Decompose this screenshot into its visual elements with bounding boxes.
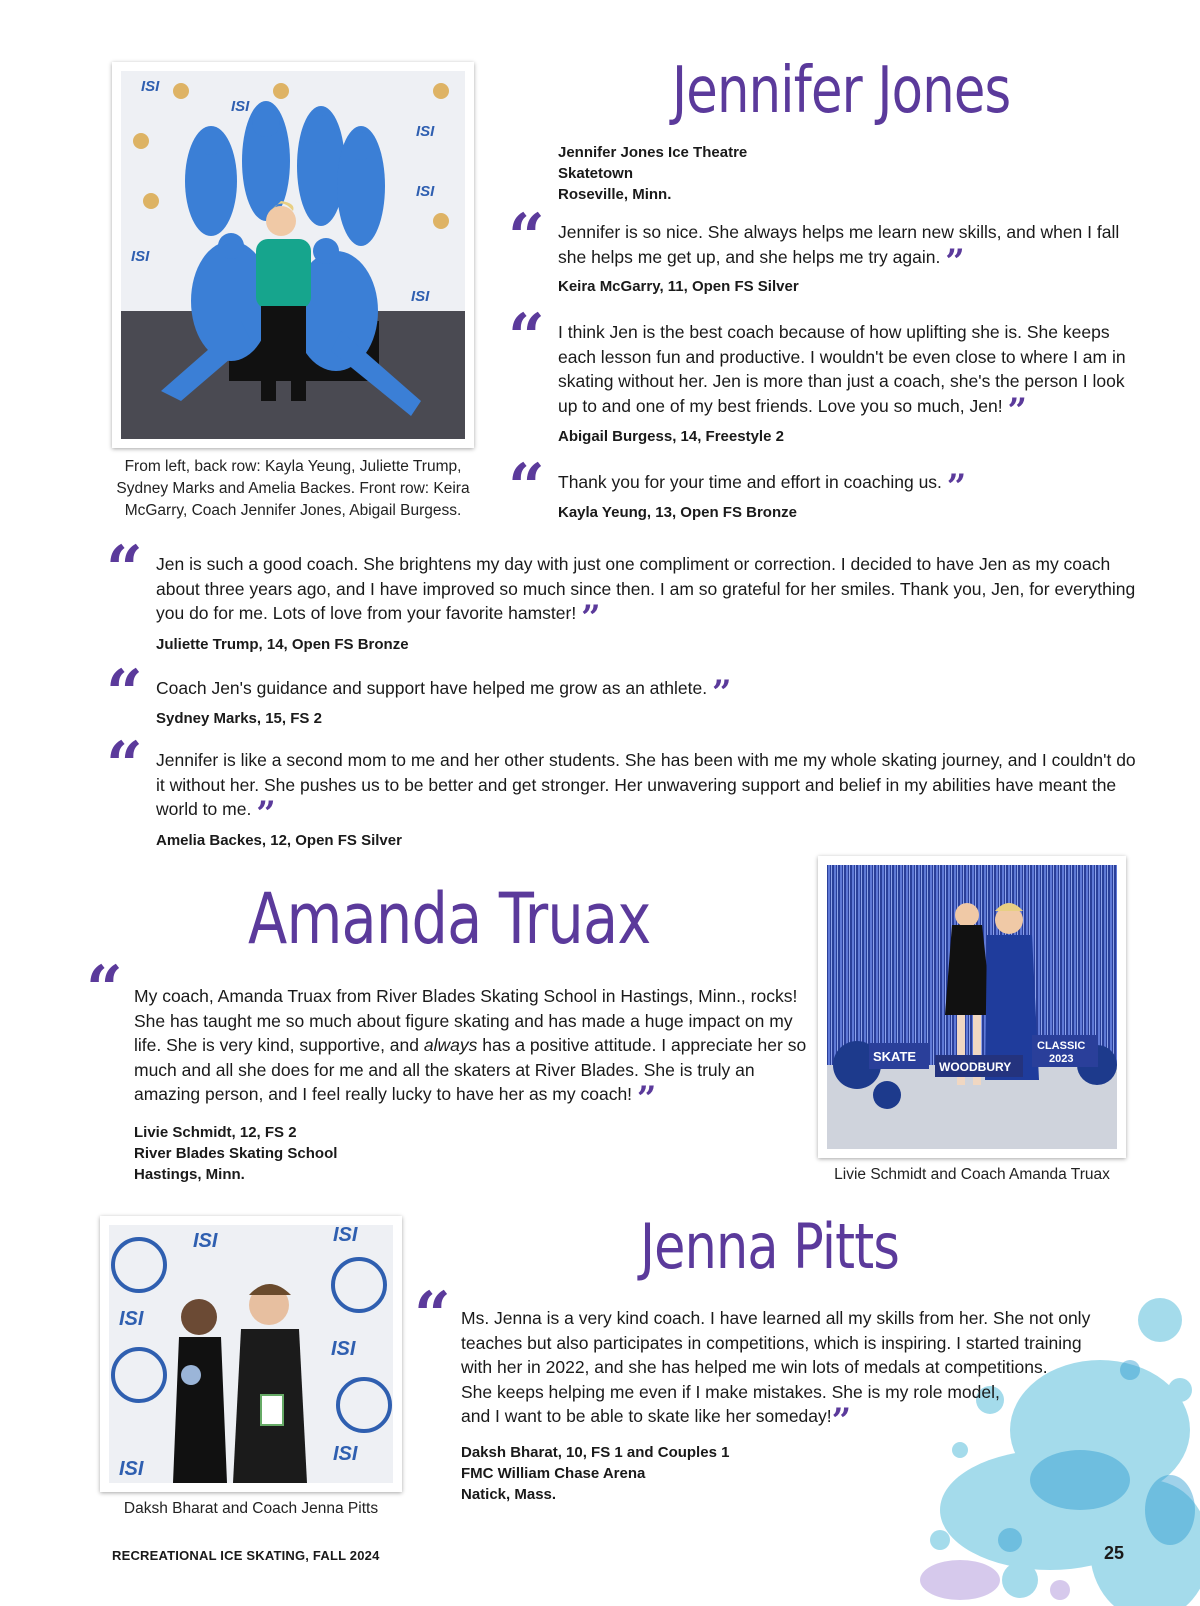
coach-name-jenna-pitts: Jenna Pitts xyxy=(640,1210,900,1283)
isi-logo-text: ISI xyxy=(333,1443,358,1465)
testimonial-text xyxy=(156,673,1136,713)
year-sign-text: 2023 xyxy=(1049,1053,1074,1065)
isi-logo-text: ISI xyxy=(119,1458,144,1480)
amanda-truax-photo xyxy=(818,856,1126,1158)
coach-photo-illustration xyxy=(827,865,1117,1149)
jenna-pitts-photo-caption: Daksh Bharat and Coach Jenna Pitts xyxy=(123,1500,379,1517)
open-quote-icon: “ xyxy=(508,300,541,375)
affiliation-line: Jennifer Jones Ice Theatre xyxy=(558,144,748,161)
jenna-pitts-photo xyxy=(100,1216,402,1492)
isi-logo-text: ISI xyxy=(193,1230,218,1252)
testimonial-author: Amelia Backes, 12, Open FS Silver xyxy=(156,832,402,849)
woodbury-sign-text: WOODBURY xyxy=(939,1060,1012,1074)
testimonial-text xyxy=(134,984,810,1119)
testimonial-text xyxy=(558,467,1128,507)
amanda-truax-photo-caption: Livie Schmidt and Coach Amanda Truax xyxy=(834,1166,1110,1183)
open-quote-icon: “ xyxy=(106,656,139,731)
close-quote-icon: ” xyxy=(636,1079,655,1119)
testimonial-text xyxy=(558,220,1128,282)
isi-logo-text: ISI xyxy=(141,78,160,95)
close-quote-icon: ” xyxy=(256,794,274,834)
quote-text: Jen is such a good coach. She brightens my day with just one compliment or correction. I decided to have Jen as my coach about three years ago, and I have improved so much since then. I am so grateful for her smiles. Thank you, Jen, for everything you do for me. Lots of love from your favorite hamster! xyxy=(156,554,1136,623)
quote-text: Thank you for your time and effort in coaching us. xyxy=(558,472,942,492)
quote-text: Jennifer is so nice. She always helps me learn new skills, and when I fall she helps me get up, and she helps me try again. xyxy=(558,222,1120,267)
open-quote-icon: “ xyxy=(508,450,541,525)
quote-emphasis: always xyxy=(423,1035,478,1055)
author-line: Daksh Bharat, 10, FS 1 and Couples 1 xyxy=(461,1444,730,1461)
testimonial-author: Abigail Burgess, 14, Freestyle 2 xyxy=(558,428,784,445)
testimonial-text xyxy=(461,1306,1161,1441)
close-quote-icon: ” xyxy=(1007,390,1026,431)
isi-logo-text: ISI xyxy=(411,288,430,305)
open-quote-icon: “ xyxy=(508,200,541,275)
isi-logo-text: ISI xyxy=(131,248,150,265)
quote-text-part: has a positive attitude. I appreciate her so much and all she does for me and all the skaters at River Blades. She is truly an amazing person, and I feel really lucky to have her as my coach! xyxy=(134,1035,807,1104)
testimonial-author: Keira McGarry, 11, Open FS Silver xyxy=(558,278,799,295)
quote-text: I think Jen is the best coach because of how uplifting she is. She keeps each lesson fun and productive. I wouldn't be even close to where I am in skating without her. Jen is more than just a coach, she's the person I look up to and one of my best friends. Love you so much, Jen! xyxy=(558,322,1126,416)
close-quote-icon: ” xyxy=(711,673,730,713)
author-line: Natick, Mass. xyxy=(461,1486,557,1503)
testimonial-author: Sydney Marks, 15, FS 2 xyxy=(156,710,322,727)
quote-text: Coach Jen's guidance and support have helped me grow as an athlete. xyxy=(156,678,708,698)
author-line: Livie Schmidt, 12, FS 2 xyxy=(134,1124,297,1141)
isi-logo-text: ISI xyxy=(333,1225,358,1246)
isi-logo-text: ISI xyxy=(416,123,435,140)
affiliation-line: Roseville, Minn. xyxy=(558,186,672,203)
skate-sign-text: SKATE xyxy=(873,1049,917,1064)
quote-line: teaches but also participates in competitions, which is inspiring. I started training xyxy=(461,1332,1082,1353)
quote-text-part: My coach, Amanda Truax from River Blades Skating School in Hastings, Minn., rocks! She has taught me so much about figure skating and has made a huge impact on my life. She is very kind, supportive, and xyxy=(134,986,798,1055)
testimonial-text xyxy=(558,320,1134,431)
jennifer-jones-photo-caption: From left, back row: Kayla Yeung, Juliette Trump, Sydney Marks and Amelia Backes. Front row: Keira McGarry, Coach Jennifer Jones, Abigail Burgess. xyxy=(116,458,470,519)
open-quote-icon: “ xyxy=(106,532,139,607)
close-quote-icon: ” xyxy=(946,467,965,507)
coach-affiliation xyxy=(558,142,747,205)
affiliation-line: Skatetown xyxy=(558,165,634,182)
close-quote-icon: ” xyxy=(581,598,599,638)
isi-logo-text: ISI xyxy=(331,1338,356,1360)
isi-logo-text: ISI xyxy=(416,183,435,200)
testimonial-text xyxy=(156,552,1136,638)
coach-name-jennifer-jones: Jennifer Jones xyxy=(672,54,1011,128)
quote-line: She keeps helping me even if I make mistakes. She is my role model, xyxy=(461,1381,1000,1402)
close-quote-icon: ” xyxy=(831,1401,850,1441)
author-line: River Blades Skating School xyxy=(134,1145,338,1162)
quote-line: and I want to be able to skate like her someday! xyxy=(461,1406,832,1426)
testimonial-author: Juliette Trump, 14, Open FS Bronze xyxy=(156,636,409,653)
quote-line: with her in 2022, and she has helped me win lots of medals at competitions. xyxy=(461,1357,1048,1377)
testimonial-author xyxy=(134,1122,337,1185)
quote-text: Jennifer is like a second mom to me and her other students. She has been with me my whole skating journey, and I couldn't do it without her. She pushes us to be better and get stronger. Her unwavering support and belief in my abilities have meant the world to me. xyxy=(156,750,1136,819)
open-quote-icon: “ xyxy=(86,952,119,1027)
coach-name-amanda-truax: Amanda Truax xyxy=(248,878,651,960)
close-quote-icon: ” xyxy=(945,241,963,282)
testimonial-text xyxy=(156,748,1141,834)
quote-line: Ms. Jenna is a very kind coach. I have learned all my skills from her. She not only xyxy=(461,1308,1091,1328)
author-line: Hastings, Minn. xyxy=(134,1166,245,1183)
open-quote-icon: “ xyxy=(106,728,139,803)
coach-photo-illustration xyxy=(109,1225,393,1483)
isi-logo-text: ISI xyxy=(231,98,250,115)
page-number: 25 xyxy=(1104,1543,1125,1563)
testimonial-author: Kayla Yeung, 13, Open FS Bronze xyxy=(558,504,797,521)
open-quote-icon: “ xyxy=(414,1278,447,1353)
isi-logo-text: ISI xyxy=(119,1308,144,1330)
classic-sign-text: CLASSIC xyxy=(1037,1040,1086,1052)
author-line: FMC William Chase Arena xyxy=(461,1465,646,1482)
publication-footer: RECREATIONAL ICE SKATING, FALL 2024 xyxy=(112,1548,380,1563)
testimonial-author xyxy=(461,1442,729,1505)
jennifer-jones-photo xyxy=(112,62,474,448)
group-photo-illustration xyxy=(121,71,465,439)
